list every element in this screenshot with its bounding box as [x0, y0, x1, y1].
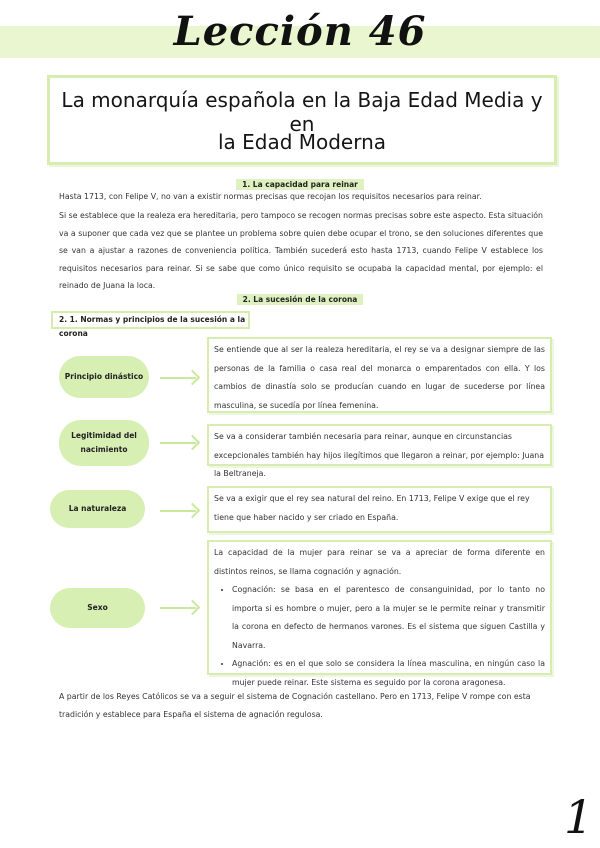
arrow-right-icon [160, 377, 196, 379]
section1-paragraph2: Si se establece que la realeza era hereditaria, pero tampoco se recogen normas precisas sobre este aspecto. Esta situación va a suponer que cada vez que se plantee un problema sobre quien debe ocupar el trono, se den soluciones diferentes que se van a ajustar a razones de conveniencia política. También sucederá esto hasta 1713, cuando Felipe V establece los requisitos necesarios para reinar. Si se sabe que como único requisito se ocupaba la capacidad mental, por ejemplo: el reinado de Juana la loca. [59, 211, 543, 290]
bullet-cognacion: • Cognación: se basa en el parentesco de consanguinidad, por lo tanto no importa si es hombre o mujer, pero a la mujer se le permite reinar y transmitir la corona en defecto de hermanos varones. Es el sistema que siguen Castilla y Navarra. [232, 581, 545, 655]
concept-pill-sex: Sexo [50, 588, 145, 628]
concept-description-nature: Se va a exigir que el rey sea natural del reino. En 1713, Felipe V exige que el rey tiene que haber nacido y ser criado en España. [207, 486, 552, 533]
concept-pill-legitimacy: Legitimidad del nacimiento [59, 420, 149, 466]
bullet-agnacion: • Agnación: es en el que solo se considera la línea masculina, en ningún caso la mujer puede reinar. Este sistema es seguido por la corona aragonesa. [232, 655, 545, 692]
concept-pill-dynastic: Principio dinástico [59, 356, 149, 398]
section1-heading: 1. La capacidad para reinar [0, 180, 600, 189]
topic-title-line2: la Edad Moderna [217, 130, 387, 154]
lesson-title: Lección 46 [173, 8, 427, 55]
page-number: 1 [564, 790, 594, 844]
arrow-right-icon [160, 442, 196, 444]
sex-intro: La capacidad de la mujer para reinar se va a apreciar de forma diferente en distintos reinos, se llama cognación y agnación. [214, 548, 545, 576]
concept-pill-nature: La naturaleza [50, 490, 145, 528]
arrow-right-icon [160, 510, 196, 512]
section2-subheading: 2. 1. Normas y principios de la sucesión a la corona [51, 311, 250, 329]
concept-description-sex [207, 540, 552, 687]
section1-paragraph1: Hasta 1713, con Felipe V, no van a existir normas precisas que recojan los requisitos necesarios para reinar. [59, 192, 482, 201]
concept-description-legitimacy: Se va a considerar también necesaria para reinar, aunque en circunstancias excepcionales también hay hijos ilegítimos que llegaron a reinar, por ejemplo: Juana la Beltraneja. [207, 424, 552, 466]
section2-heading: 2. La sucesión de la corona [0, 295, 600, 304]
closing-paragraph: A partir de los Reyes Católicos se va a seguir el sistema de Cognación castellano. Pero en 1713, Felipe V rompe con esta tradición y establece para España el sistema de agnación regulosa. [59, 692, 531, 719]
arrow-right-icon [160, 607, 196, 609]
topic-title-line1: La monarquía española en la Baja Edad Media y en [61, 88, 543, 136]
sex-bullet-list [214, 581, 545, 692]
topic-title-box [47, 75, 557, 165]
concept-description-dynastic: Se entiende que al ser la realeza hereditaria, el rey se va a designar siempre de las personas de la familia o casa real del monarca o emparentados con ella. Y los cambios de dinastía solo se producían cuando en lugar de sucederse por línea masculina, se sucedía por línea femenina. [207, 337, 552, 413]
